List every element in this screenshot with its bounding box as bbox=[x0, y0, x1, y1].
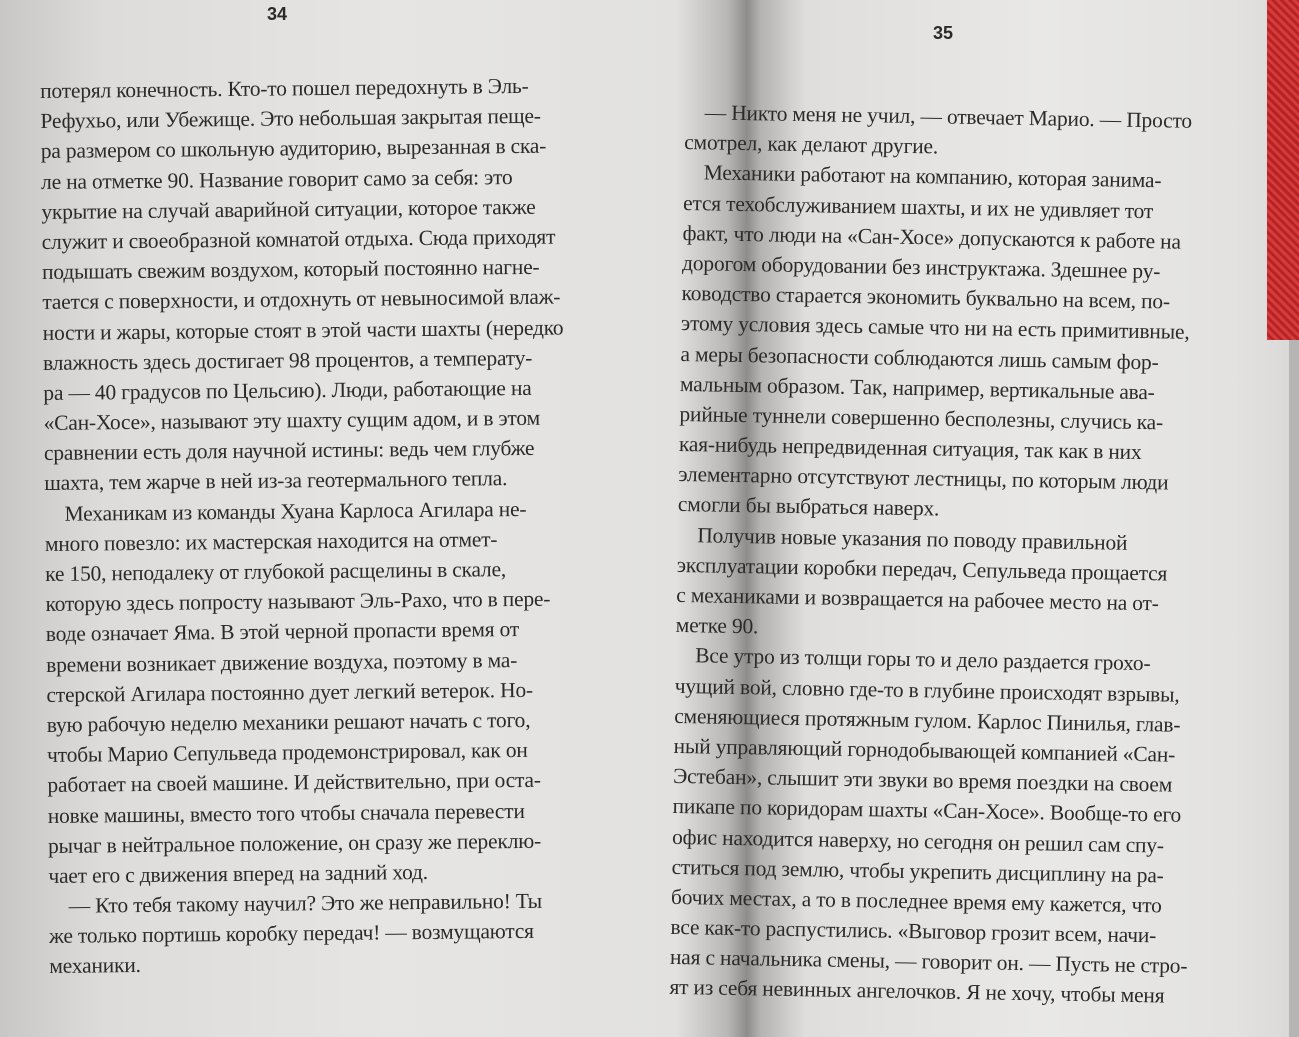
text-line: ке 150, неподалеку от глубокой расщелины в скале, bbox=[45, 557, 507, 586]
text-line: офис находится наверху, но сегодня он решил сам спу- bbox=[671, 824, 1165, 857]
text-line: кая-нибудь непредвиденная ситуация, так как в них bbox=[678, 432, 1142, 465]
text-line: — Никто меня не учил, — отвечает Марио. — Просто bbox=[704, 100, 1193, 133]
text-line: которую здесь попросту называют Эль-Рахо, что в пере- bbox=[45, 586, 551, 617]
text-line: новке машины, вместо того чтобы сначала перевести bbox=[47, 798, 525, 828]
text-line: ститься под землю, чтобы укрепить дисциплину на ра- bbox=[671, 854, 1164, 888]
text-line: стерской Агилара постоянно дует легкий ветерок. Но- bbox=[46, 677, 534, 707]
text-line: сравнении есть доля научной истины: ведь чем глубже bbox=[43, 436, 535, 466]
text-line: пикапе по коридорам шахты «Сан-Хосе». Вообще-то его bbox=[672, 794, 1182, 828]
text-line: чущий вой, словно где-то в глубине происходят взрывы, bbox=[674, 673, 1180, 707]
text-line: с механиками и возвращается на рабочее место на от- bbox=[676, 582, 1159, 616]
text-line: укрытие на случай аварийной ситуации, которое также bbox=[41, 194, 536, 224]
text-line: смотрел, как делают другие. bbox=[684, 130, 939, 159]
text-line: смогли бы выбраться наверх. bbox=[677, 492, 940, 521]
text-line: влажность здесь достигает 98 процентов, а температу- bbox=[42, 345, 533, 375]
text-line: много повезло: их мастерская находится на отмет- bbox=[44, 527, 498, 556]
text-line: мальным образом. Так, например, вертикальные ава- bbox=[679, 371, 1155, 404]
page-number-right: 35 bbox=[933, 23, 954, 43]
text-line: эксплуатации коробки передач, Сепульведа прощается bbox=[676, 552, 1168, 586]
text-line: ная с начальника смены, — говорит он. — Пусть не стро- bbox=[669, 945, 1188, 979]
page-number-left: 34 bbox=[267, 4, 288, 24]
text-line: времени возникает движение воздуха, поэтому в ма- bbox=[46, 647, 518, 677]
text-line: ководство старается экономить буквально на всем, по- bbox=[681, 281, 1171, 314]
text-line: ра — 40 градусов по Цельсию). Люди, работающие на bbox=[43, 375, 532, 405]
text-line: рийные туннели совершенно бесполезны, случись ка- bbox=[679, 401, 1164, 435]
text-line: тается с поверхности, и отдохнуть от невыносимой влаж- bbox=[42, 284, 561, 315]
text-line: потерял конечность. Кто-то пошел передохнуть в Эль- bbox=[40, 73, 529, 103]
text-line: воде означает Яма. В этой черной пропасти время от bbox=[45, 617, 520, 647]
text-line: факт, что люди на «Сан-Хосе» допускаются к работе на bbox=[682, 220, 1182, 254]
right-page-text bbox=[669, 97, 1193, 1011]
text-line: все как-то распустились. «Выговор грозит всем, начи- bbox=[670, 914, 1157, 948]
text-line: чтобы Марио Сепульведа продемонстрировал, как он bbox=[46, 738, 528, 768]
text-line: Получив новые указания по поводу правильной bbox=[697, 522, 1128, 555]
text-line: рычаг в нейтральное положение, он сразу же переклю- bbox=[47, 828, 542, 858]
text-line: чает его с движения вперед на задний ход. bbox=[48, 859, 428, 888]
text-line: ят из себя невинных ангелочков. Я не хочу, чтобы меня bbox=[669, 975, 1165, 1008]
left-page-text bbox=[40, 71, 569, 982]
text-line: работает на своей машине. И действительно, при оста- bbox=[47, 768, 541, 798]
text-line: ется техобслуживанием шахты, и их не удивляет тот bbox=[682, 190, 1154, 223]
text-line: — Кто тебя такому научил? Это же неправильно! Ты bbox=[68, 888, 542, 918]
text-line: Механикам из команды Хуана Карлоса Агилара не- bbox=[64, 496, 527, 526]
text-line: Все утро из толщи горы то и дело раздается грохо- bbox=[695, 643, 1151, 676]
text-line: ра размером со школьную аудиторию, вырезанная в ска- bbox=[40, 134, 547, 164]
text-line: бочих местах, а то в последнее время ему кажется, что bbox=[670, 884, 1162, 918]
text-line: сменяющиеся протяжным гулом. Карлос Пинилья, глав- bbox=[673, 703, 1181, 737]
text-line: Эстебан», слышит эти звуки во время поездки на своем bbox=[672, 764, 1173, 797]
text-line: Механики работают на компанию, которая занима- bbox=[703, 160, 1162, 193]
text-line: а меры безопасности соблюдаются лишь самым фор- bbox=[680, 341, 1159, 374]
text-line: ный управляющий горнодобывающей компанией «Сан- bbox=[673, 733, 1176, 767]
text-line: служит и своеобразной комнатой отдыха. Сюда приходят bbox=[41, 224, 556, 254]
text-line: «Сан-Хосе», называют эту шахту сущим адом, и в этом bbox=[43, 405, 541, 436]
text-line: подышать свежим воздухом, который постоянно нагне- bbox=[41, 254, 540, 285]
text-line: ности и жары, которые стоят в этой части шахты (нередко bbox=[42, 315, 564, 345]
text-line: шахта, тем жарче в ней из-за геотермального тепла. bbox=[44, 466, 508, 496]
text-line: элементарно отсутствуют лестницы, по которым люди bbox=[678, 462, 1169, 495]
text-line: дорогом оборудовании без инструктажа. Здешнее ру- bbox=[681, 250, 1161, 284]
text-line: же только портишь коробку передач! — возмущаются bbox=[48, 919, 534, 949]
text-line: вую рабочую неделю механики решают начать с того, bbox=[46, 707, 531, 737]
text-line: механики. bbox=[49, 953, 141, 979]
text-line: метке 90. bbox=[675, 613, 759, 639]
text-line: ле на отметке 90. Название говорит само за себя: это bbox=[40, 164, 513, 194]
right-page bbox=[669, 0, 1299, 1037]
text-line: этому условия здесь самые что ни на есть примитивные, bbox=[680, 311, 1190, 345]
text-line: Рефухьо, или Убежище. Это небольшая закрытая пеще- bbox=[40, 103, 541, 134]
